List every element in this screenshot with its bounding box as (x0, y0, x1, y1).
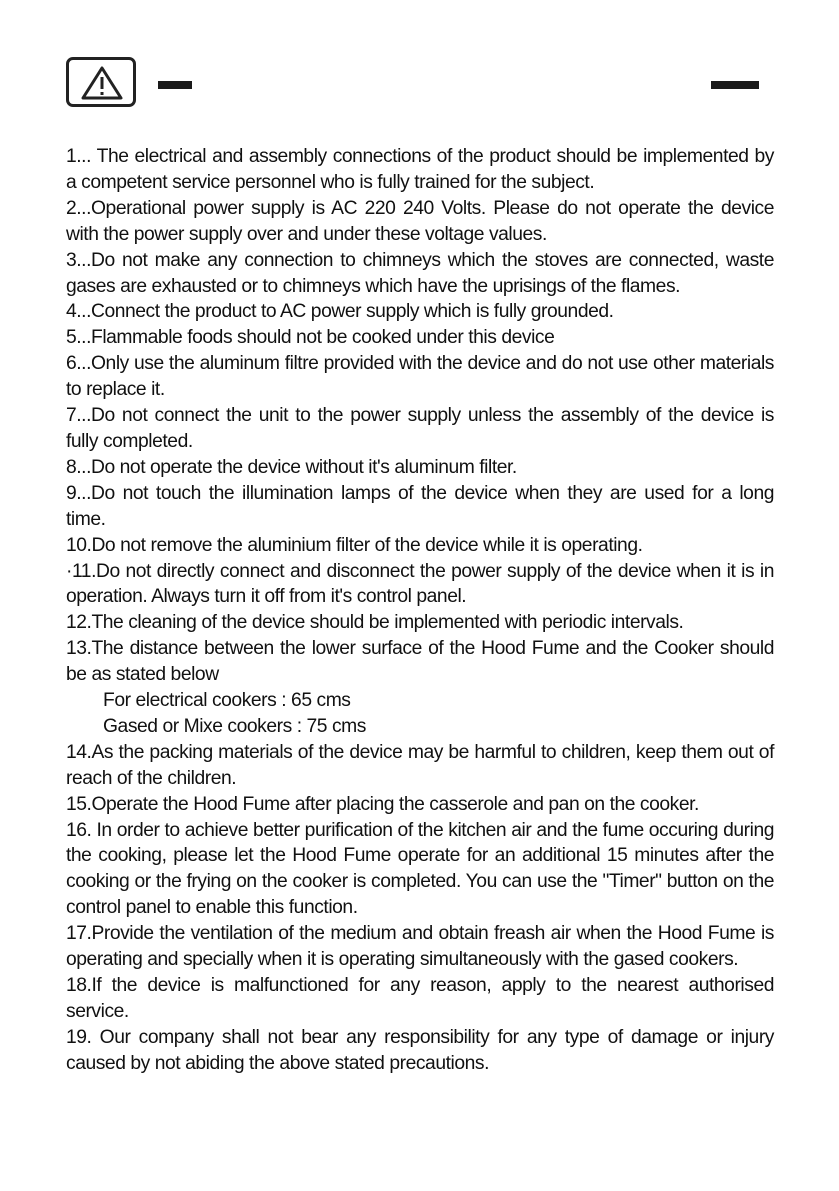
precaution-item-17: 17.Provide the ventilation of the medium and obtain freash air when the Hood Fume is operating and specially when it is operating simultaneously with the gased cookers. (66, 923, 774, 971)
header-rule-right (711, 81, 759, 89)
precaution-item-9: 9...Do not touch the illumination lamps of the device when they are used for a long time. (66, 482, 774, 530)
precaution-item-19: 19. Our company shall not bear any responsibility for any type of damage or injury caused by not abiding the above stated precautions. (66, 1026, 774, 1074)
precaution-item-11: ·11.Do not directly connect and disconnect the power supply of the device when it is in operation. Always turn it off from it's control panel. (66, 560, 774, 608)
precaution-item-13: 13.The distance between the lower surface of the Hood Fume and the Cooker should be as stated below (66, 638, 774, 686)
precaution-item-14: 14.As the packing materials of the device may be harmful to children, keep them out of reach of the children. (66, 741, 774, 789)
page-header (0, 0, 839, 120)
precaution-item-16: 16. In order to achieve better purification of the kitchen air and the fume occuring during the cooking, please let the Hood Fume operate for an additional 15 minutes after the cooking or the frying on the cooker is completed. You can use the "Timer" button on the control panel to enable this function. (66, 819, 774, 919)
precautions-list (66, 144, 774, 1077)
precaution-item-1: 1... The electrical and assembly connections of the product should be implemented by a competent service personnel who is fully trained for the subject. (66, 146, 774, 193)
precaution-item-8: 8...Do not operate the device without it's aluminum filter. (66, 456, 517, 478)
precaution-item-15: 15.Operate the Hood Fume after placing the casserole and pan on the cooker. (66, 793, 699, 815)
warning-badge (66, 57, 136, 107)
precaution-item-10: 10.Do not remove the aluminium filter of the device while it is operating. (66, 534, 643, 556)
precaution-item-2: 2...Operational power supply is AC 220 240 Volts. Please do not operate the device with the power supply over and under these voltage values. (66, 197, 774, 245)
precaution-item-5: 5...Flammable foods should not be cooked under this device (66, 327, 555, 349)
precaution-item-18: 18.If the device is malfunctioned for any reason, apply to the nearest authorised service. (66, 975, 774, 1022)
precaution-item-3: 3...Do not make any connection to chimneys which the stoves are connected, waste gases are exhausted or to chimneys which have the uprisings of the flames. (66, 249, 774, 297)
precaution-item-4: 4...Connect the product to AC power supply which is fully grounded. (66, 301, 614, 323)
distance-gased: Gased or Mixe cookers : 75 cms (103, 715, 366, 737)
warning-triangle-icon (80, 65, 124, 101)
header-rule-left (158, 81, 192, 89)
precaution-item-7: 7...Do not connect the unit to the power supply unless the assembly of the device is fully completed. (66, 405, 774, 452)
precaution-item-12: 12.The cleaning of the device should be implemented with periodic intervals. (66, 612, 684, 634)
precaution-item-6: 6...Only use the aluminum filtre provided with the device and do not use other materials to replace it. (66, 353, 774, 401)
distance-electrical: For electrical cookers : 65 cms (103, 690, 351, 712)
